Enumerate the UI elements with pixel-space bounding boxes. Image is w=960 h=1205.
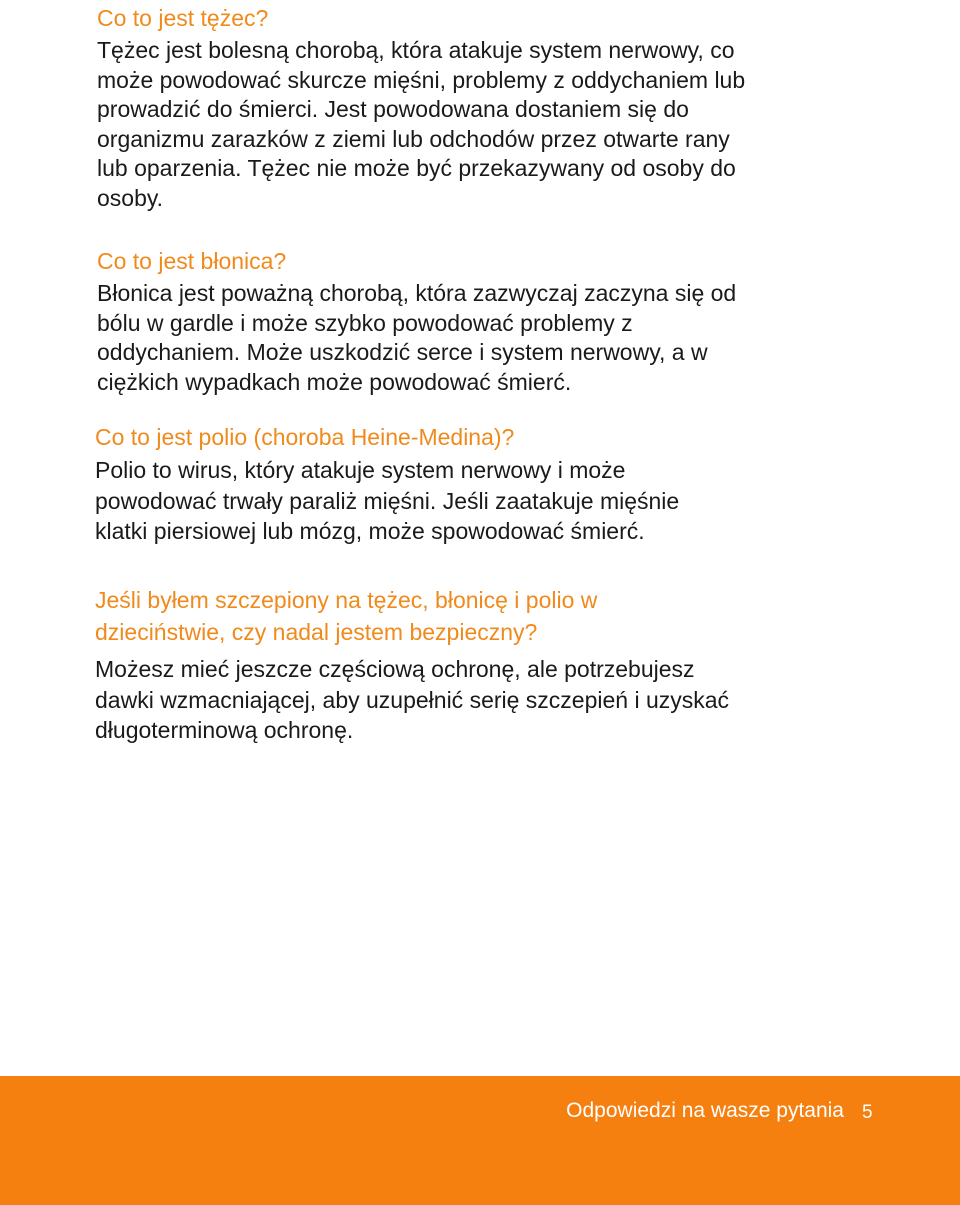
section-polio <box>95 421 855 547</box>
section-childhood-vaccination <box>95 584 855 746</box>
section-diphtheria <box>97 245 857 397</box>
body-line: bólu w gardle i może szybko powodować problemy z <box>97 309 633 336</box>
page-number: 5 <box>862 1102 873 1123</box>
body-line: Błonica jest poważną chorobą, która zazwyczaj zaczyna się od <box>97 280 737 306</box>
footer-band <box>0 1076 960 1205</box>
body-line: Możesz mieć jeszcze częściową ochronę, ale potrzebujesz <box>95 656 695 682</box>
section-tetanus <box>97 2 857 213</box>
body-line: dawki wzmacniającej, aby uzupełnić serię szczepień i uzyskać <box>95 686 730 713</box>
section-body <box>97 36 857 213</box>
body-line: klatki piersiowej lub mózg, może spowodować śmierć. <box>95 518 645 544</box>
section-body <box>95 455 855 547</box>
body-line: może powodować skurcze mięśni, problemy z oddychaniem lub <box>97 66 746 93</box>
body-line: osoby. <box>97 184 164 211</box>
section-heading: Co to jest polio (choroba Heine-Medina)? <box>95 424 515 450</box>
heading-line: dzieciństwie, czy nadal jestem bezpieczny? <box>95 619 538 645</box>
body-line: prowadzić do śmierci. Jest powodowana dostaniem się do <box>97 96 689 122</box>
body-line: Polio to wirus, który atakuje system nerwowy i może <box>95 457 626 483</box>
section-heading: Co to jest tężec? <box>97 5 269 31</box>
body-line: powodować trwały paraliż mięśni. Jeśli zaatakuje mięśnie <box>95 487 680 514</box>
heading-line: Jeśli byłem szczepiony na tężec, błonicę i polio w <box>95 587 598 613</box>
body-line: organizmu zarazków z ziemi lub odchodów przez otwarte rany <box>97 125 730 152</box>
body-line: ciężkich wypadkach może powodować śmierć. <box>97 368 572 395</box>
body-line: długoterminową ochronę. <box>95 717 354 743</box>
body-line: oddychaniem. Może uszkodzić serce i system nerwowy, a w <box>97 339 708 365</box>
section-body <box>97 279 857 397</box>
body-line: lub oparzenia. Tężec nie może być przekazywany od osoby do <box>97 155 736 181</box>
body-line: Tężec jest bolesną chorobą, która atakuje system nerwowy, co <box>97 37 735 63</box>
section-heading: Co to jest błonica? <box>97 248 287 274</box>
section-heading <box>95 584 855 648</box>
section-body <box>95 654 855 746</box>
footer-title: Odpowiedzi na wasze pytania <box>566 1099 844 1122</box>
